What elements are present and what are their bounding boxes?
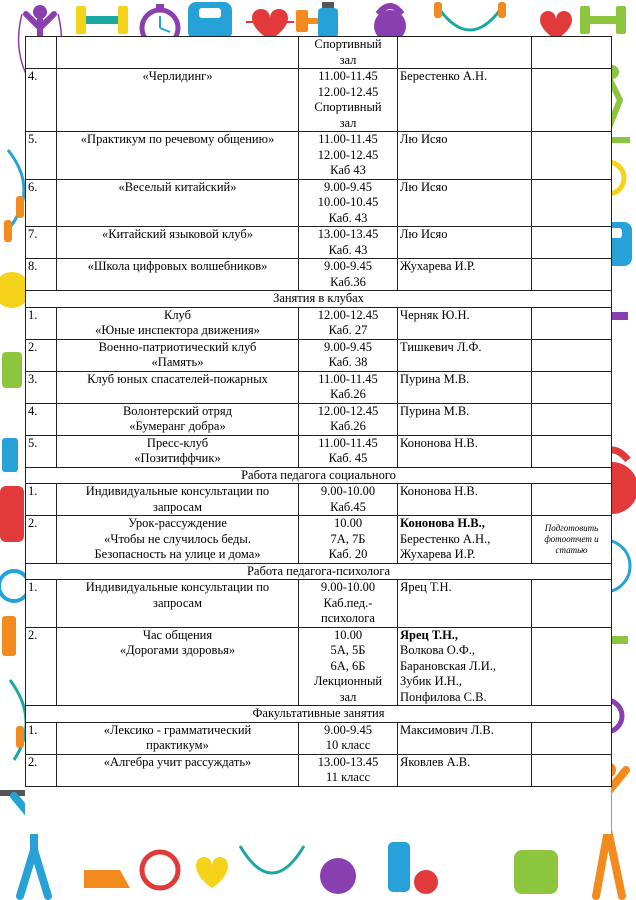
table-row [26,403,612,435]
time-and-room [299,435,398,467]
cell-line: Каб. 43 [328,210,368,225]
note-cell [532,37,612,69]
row-number: 5. [26,132,57,180]
cell-line: Понфилова С.В. [400,689,487,704]
activity-name [57,403,299,435]
note-cell [532,259,612,291]
responsible-person [398,179,532,227]
cell-line: Пурина М.В. [400,371,470,386]
cell-line: 11 класс [325,770,371,784]
cell-line: 9.00-10.00 [320,484,376,498]
cell-line: Каб 43 [330,163,366,177]
cell-line: Урок-рассуждение [128,516,227,530]
cell-line: Пурина М.В. [400,403,470,418]
time-and-room [299,627,398,706]
table-row [26,179,612,227]
responsible-person [398,580,532,628]
cell-line: 12.00-12.45 [317,84,379,99]
time-and-room [299,722,398,754]
activity-name [57,754,299,786]
note-cell [532,754,612,786]
time-and-room [299,179,398,227]
cell-line: Военно-патриотический клуб [98,339,257,354]
cell-line: «Китайский языковой клуб» [102,227,253,241]
activity-name [57,516,299,564]
cell-line: Кононова Н.В. [400,484,478,498]
cell-line: 9.00-10.00 [320,580,376,594]
cell-line: запросам [153,595,202,610]
note-cell [532,69,612,132]
dumbbell-icon [2,438,18,472]
responsible-person [398,484,532,516]
schedule-sheet [25,36,611,834]
cell-line: «Чтобы не случилось беды. [104,531,251,546]
activity-name [57,580,299,628]
cell-line: Жухарева И.Р. [400,259,476,273]
cell-line: Тишкевич Л.Ф. [400,339,482,354]
cell-line: 6А, 6Б [330,658,366,673]
cell-line: «Лексико - грамматический [103,722,252,737]
cell-line: Пресс-клуб [146,435,209,450]
row-number: 1. [26,484,57,516]
responsible-person [398,627,532,706]
cell-line: Лю Исяо [400,132,448,146]
cell-line: Каб. 20 [328,547,368,561]
cell-line: 10.00 [333,516,363,530]
activity-name [57,484,299,516]
jump-rope-icon [240,846,304,873]
cell-line: 11.00-11.45 [318,69,378,83]
time-and-room [299,580,398,628]
time-and-room [299,754,398,786]
cell-line: Час общения [142,627,213,642]
responsible-person [398,259,532,291]
cell-line: Жухарева И.Р. [400,547,476,561]
time-and-room [299,516,398,564]
row-number: 1. [26,722,57,754]
responsible-person [398,516,532,564]
cell-line: Волкова О.Ф., [400,643,476,657]
time-and-room [299,403,398,435]
responsible-person [398,371,532,403]
responsible-person [398,435,532,467]
kettlebell-icon [320,858,356,894]
cell-line: 11.00-11.45 [318,132,378,146]
row-number: 6. [26,179,57,227]
row-number: 5. [26,435,57,467]
cell-line: 12.00-12.45 [317,307,379,322]
note-cell [532,722,612,754]
note-cell [532,580,612,628]
water-bottle-icon [2,352,22,388]
cell-line: 9.00-9.45 [324,722,372,737]
responsible-person [398,132,532,180]
row-number: 7. [26,227,57,259]
cell-line: «Алгебра учит рассуждать» [103,754,252,769]
section-header-row [26,291,612,308]
cell-line: Индивидуальные консультации по [85,484,270,498]
activity-name [57,339,299,371]
cell-line: Каб.45 [330,499,366,514]
cell-line: запросам [153,499,202,514]
cell-line: 13.00-13.45 [317,754,379,769]
cell-line: Каб.26 [330,419,366,433]
cell-line: зал [339,689,357,704]
dumbbell-icon [76,6,128,34]
cell-line: Берестенко А.Н. [400,69,488,83]
cell-line: 7А, 7Б [330,531,366,546]
scale-icon [514,850,558,894]
table-row [26,722,612,754]
note-cell [532,435,612,467]
time-and-room [299,339,398,371]
note-cell [532,403,612,435]
jump-rope-icon [10,680,26,760]
cell-line: 9.00-9.45 [324,339,372,354]
responsible-person [398,722,532,754]
responsible-person [398,754,532,786]
cell-line: «Юные инспектора движения» [95,323,260,337]
cell-line: Спортивный [314,100,382,114]
row-number: 2. [26,339,57,371]
row-number: 4. [26,403,57,435]
table-row [26,516,612,564]
responsible-person [398,403,532,435]
cell-line: Каб.26 [330,387,366,401]
row-number: 2. [26,754,57,786]
cell-line: Лю Исяо [400,179,448,194]
cell-line: Волонтерский отряд [122,403,233,418]
cell-line: 11.00-11.45 [318,371,378,386]
water-bottle-icon [318,2,338,38]
responsible-person [398,69,532,132]
cell-line: Спортивный [314,37,382,51]
table-row [26,132,612,180]
cell-line: Каб. 38 [328,355,368,369]
note-cell [532,516,612,564]
activity-name [57,259,299,291]
section-title: Факультативные занятия [26,706,612,723]
row-number: 3. [26,371,57,403]
time-and-room [299,227,398,259]
row-number: 2. [26,627,57,706]
time-and-room [299,37,398,69]
row-number: 4. [26,69,57,132]
row-number: 1. [26,307,57,339]
schedule-table [25,36,612,787]
stopwatch-icon [142,852,178,888]
apple-icon [414,870,438,894]
cell-line: Максимович Л.В. [400,722,494,737]
cell-line: Ярец Т.Н., [400,627,459,642]
table-row [26,371,612,403]
sneaker-icon [84,870,130,888]
cell-line: Каб. 45 [328,451,368,465]
cell-line: Ярец Т.Н. [400,580,452,594]
heart-rate-icon [196,857,228,888]
note-text: Подготовить фотоотчет и статью [544,522,599,555]
activity-name [57,371,299,403]
cell-line: психолога [321,611,375,625]
row-number: 2. [26,516,57,564]
note-cell [532,307,612,339]
cell-line: Черняк Ю.Н. [400,307,470,322]
cell-line: Берестенко А.Н., [400,531,491,546]
cell-line: «Дорогами здоровья» [119,643,236,657]
cell-line: Каб. 43 [328,242,368,257]
scale-icon [0,486,24,542]
row-number [26,37,57,69]
time-and-room [299,307,398,339]
cell-line: Безопасность на улице и дома» [94,547,261,561]
section-title: Работа педагога социального [26,467,612,484]
activity-name [57,627,299,706]
table-row [26,627,612,706]
section-title: Работа педагога-психолога [26,563,612,580]
responsible-person [398,339,532,371]
section-header-row [26,467,612,484]
cell-line: 5А, 5Б [330,643,366,657]
time-and-room [299,259,398,291]
time-and-room [299,132,398,180]
cell-line: «Школа цифровых волшебников» [87,259,268,273]
cell-line: 10 класс [325,738,371,752]
activity-name [57,132,299,180]
dumbbell-icon [580,6,626,34]
cell-line: Лю Исяо [400,227,448,241]
cell-line: Лекционный [313,674,383,688]
row-number: 1. [26,580,57,628]
cell-line: зал [339,115,357,130]
cell-line: 9.00-9.45 [324,259,372,273]
table-row [26,339,612,371]
section-title: Занятия в клубах [26,291,612,308]
cell-line: практикум» [146,738,209,752]
section-header-row [26,706,612,723]
responsible-person [398,37,532,69]
cell-line: 13.00-13.45 [317,227,379,241]
activity-name [57,69,299,132]
cell-line: Индивидуальные консультации по [85,580,270,594]
activity-name [57,307,299,339]
cell-line: Клуб юных спасателей-пожарных [87,371,268,386]
cell-line: Зубик И.Н., [400,674,463,688]
cell-line: «Позитиффчик» [134,451,221,465]
note-cell [532,179,612,227]
table-row [26,484,612,516]
cell-line: Каб.пед.- [323,595,373,610]
cell-line: 9.00-9.45 [324,179,372,194]
table-row [26,259,612,291]
table-row [26,37,612,69]
activity-name [57,435,299,467]
cell-line: зал [339,52,357,67]
activity-name [57,179,299,227]
table-row [26,69,612,132]
note-cell [532,227,612,259]
cell-line: «Практикум по речевому общению» [80,132,275,146]
cell-line: 10.00-10.45 [317,195,379,209]
note-cell [532,484,612,516]
note-cell [532,627,612,706]
cell-line: Каб. 27 [328,323,368,337]
cell-line: Кононова Н.В. [400,435,478,450]
time-and-room [299,371,398,403]
activity-name [57,37,299,69]
dumbbell-icon [2,616,16,656]
jump-rope-icon [4,150,24,242]
time-and-room [299,484,398,516]
jump-rope-icon [434,2,506,30]
cell-line: Кононова Н.В., [400,516,485,530]
cell-line: «Память» [151,355,204,369]
cell-line: 11.00-11.45 [318,435,378,450]
cell-line: Клуб [163,307,192,322]
time-and-room [299,69,398,132]
water-bottle-icon [388,842,410,892]
cell-line: Каб.36 [330,274,366,289]
cell-line: «Черлидинг» [142,69,213,83]
table-row [26,307,612,339]
cell-line: 12.00-12.45 [317,403,379,418]
note-cell [532,371,612,403]
cell-line: «Веселый китайский» [118,179,237,194]
cell-line: 10.00 [333,627,363,642]
note-cell [532,339,612,371]
note-cell [532,132,612,180]
cell-line: Барановская Л.И., [400,658,497,673]
activity-name [57,227,299,259]
activity-name [57,722,299,754]
responsible-person [398,227,532,259]
section-header-row [26,563,612,580]
table-row [26,754,612,786]
scale-icon [188,2,232,40]
cell-line: Яковлев А.В. [400,754,471,769]
table-row [26,580,612,628]
row-number: 8. [26,259,57,291]
table-row [26,227,612,259]
cell-line: «Бумеранг добра» [129,419,226,433]
cell-line: 12.00-12.45 [317,147,379,162]
table-row [26,435,612,467]
responsible-person [398,307,532,339]
